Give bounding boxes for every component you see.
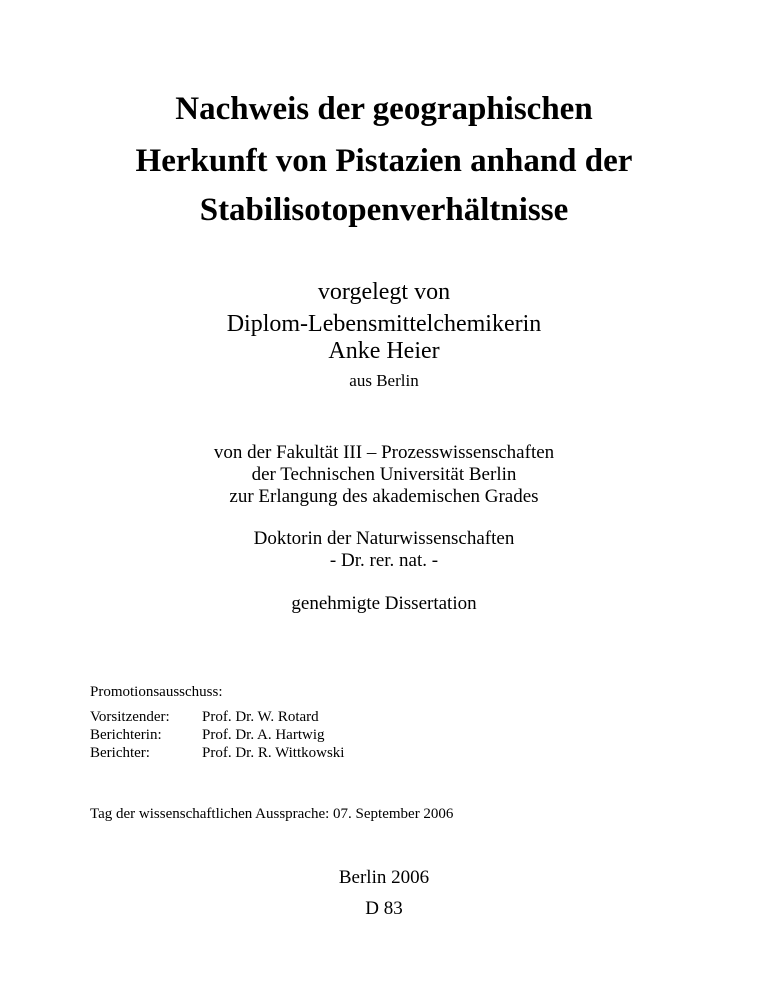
committee-row (90, 726, 344, 744)
committee-row (90, 744, 344, 762)
committee-row (90, 708, 344, 726)
faculty-line-3: zur Erlangung des akademischen Grades (229, 486, 539, 507)
dissertation-code: D 83 (365, 898, 403, 919)
committee-member-name: Prof. Dr. W. Rotard (202, 709, 319, 725)
faculty-line-1: von der Fakultät III – Prozesswissenschaften (213, 442, 555, 463)
committee-member-name: Prof. Dr. R. Wittkowski (202, 745, 345, 761)
committee-role: Berichter: (90, 745, 150, 761)
committee-role: Berichterin: (90, 727, 162, 743)
committee-member-name: Prof. Dr. A. Hartwig (202, 727, 325, 743)
degree-name: Doktorin der Naturwissenschaften (253, 528, 515, 549)
thesis-title-line-1: Nachweis der geographischen (175, 91, 593, 127)
faculty-line-2: der Technischen Universität Berlin (251, 464, 517, 485)
thesis-title-line-3: Stabilisotopenverhältnisse (199, 192, 569, 228)
author-name: Anke Heier (328, 338, 440, 364)
thesis-title-line-2: Herkunft von Pistazien anhand der (135, 143, 633, 179)
author-origin: aus Berlin (349, 371, 419, 390)
place-year: Berlin 2006 (338, 867, 430, 888)
approval-text: genehmigte Dissertation (291, 593, 477, 614)
committee-list (90, 708, 344, 762)
degree-abbrev: - Dr. rer. nat. - (329, 550, 439, 571)
author-degree: Diplom-Lebensmittelchemikerin (226, 311, 542, 337)
defense-date: Tag der wissenschaftlichen Aussprache: 07. September 2006 (90, 806, 454, 822)
committee-role: Vorsitzender: (90, 709, 170, 725)
presented-by: vorgelegt von (317, 279, 451, 305)
committee-heading: Promotionsausschuss: (90, 684, 223, 700)
